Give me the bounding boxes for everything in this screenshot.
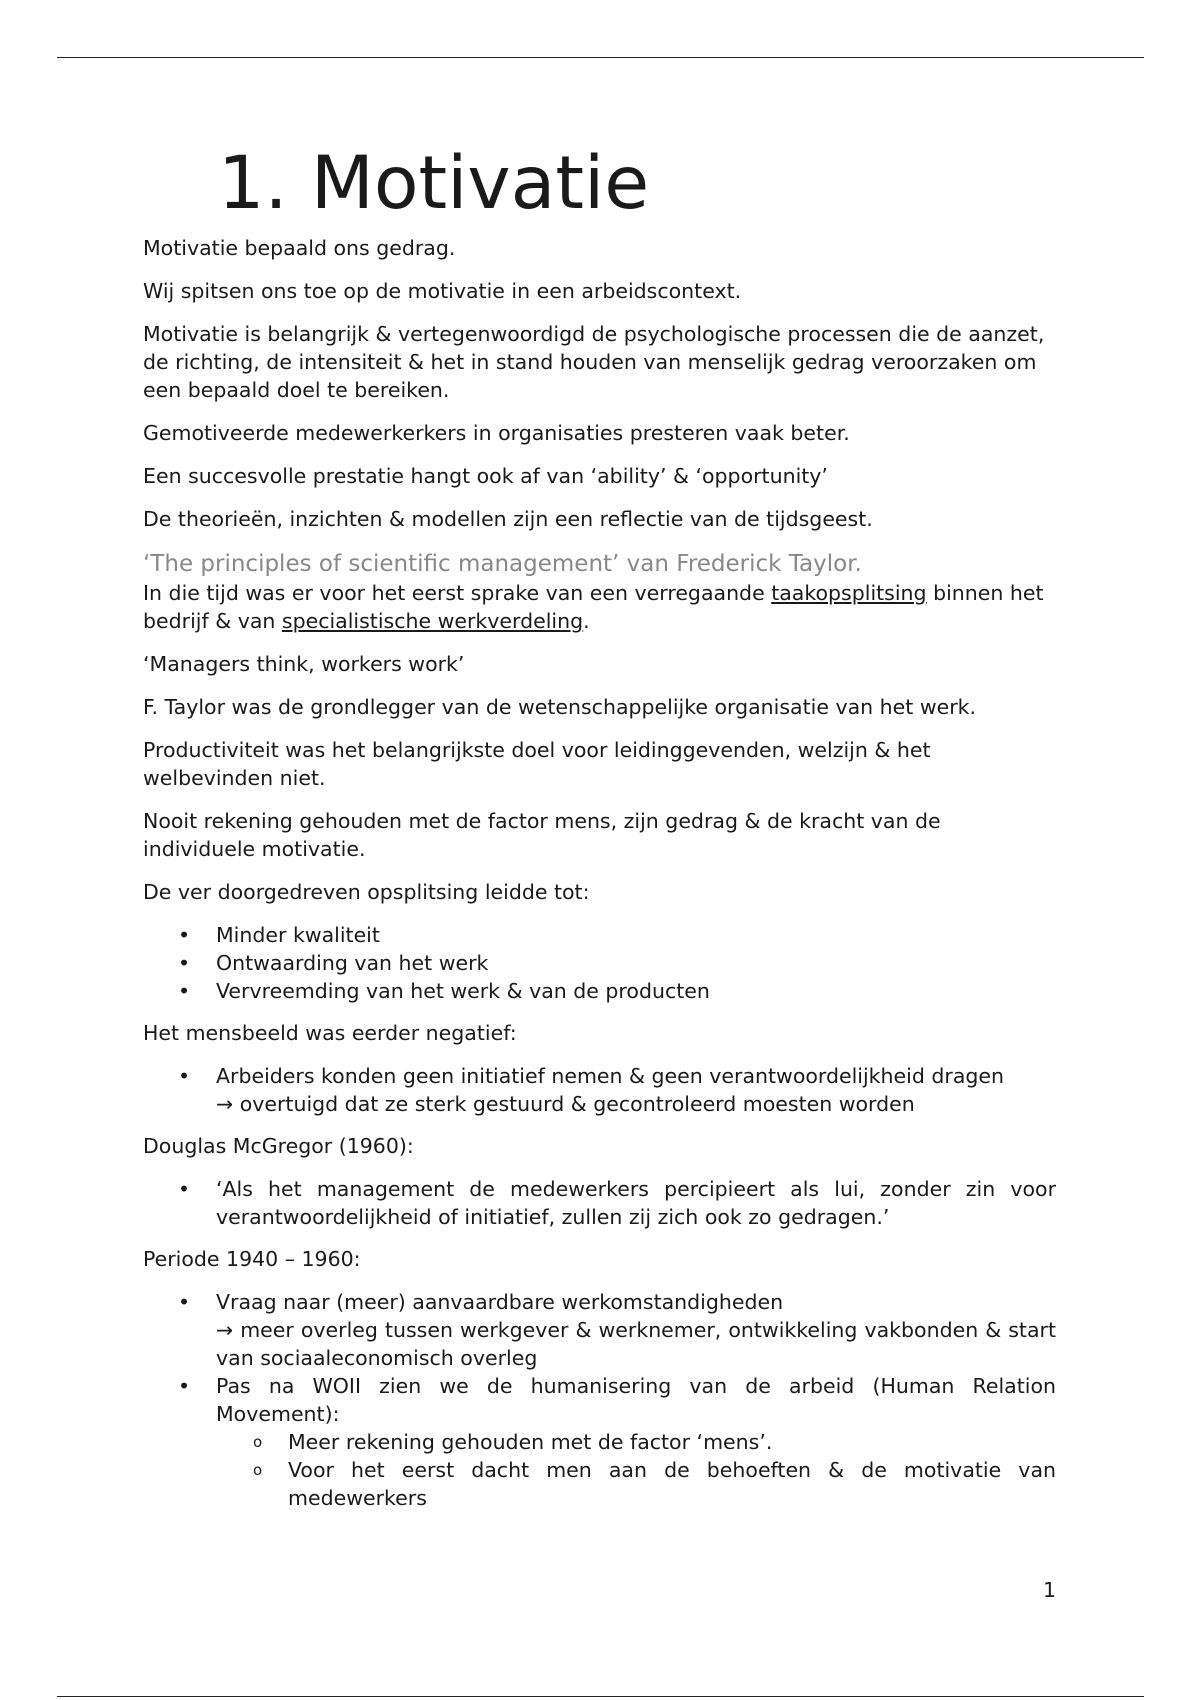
text-run: binnen het bedrijf & van [143, 581, 1044, 633]
list-item-text: Arbeiders konden geen initiatief nemen & geen verantwoordelijkheid dragen [216, 1064, 1004, 1088]
list-item-text: Vraag naar (meer) aanvaardbare werkomstandigheden [216, 1290, 784, 1314]
list-item [216, 1062, 1056, 1118]
paragraph: Het mensbeeld was eerder negatief: [143, 1021, 517, 1045]
paragraph: Een succesvolle prestatie hangt ook af van ‘ability’ & ‘opportunity’ [143, 464, 828, 488]
paragraph: F. Taylor was de grondlegger van de wetenschappelijke organisatie van het werk. [143, 695, 977, 719]
footer-rule [57, 1696, 1144, 1697]
list-item [216, 1372, 1056, 1512]
sub-list-item: o Voor het eerst dacht men aan de behoeften & de motivatie van medewerkers [288, 1456, 1056, 1512]
text-run: In die tijd was er voor het eerst sprake van een verregaande [143, 581, 772, 605]
underlined-term-werkverdeling: specialistische werkverdeling [281, 609, 584, 633]
section-heading: ‘The principles of scientific management’ van Frederick Taylor. [143, 551, 862, 577]
paragraph: Motivatie is belangrijk & vertegenwoordigd de psychologische processen die de aanzet, de richting, de intensiteit & het in stand houden van menselijk gedrag veroorzaken om een bepaald doel te bereiken. [143, 322, 1045, 402]
list-item: • ‘Als het management de medewerkers percipieert als lui, zonder zin voor verantwoordelijkheid of initiatief, zullen zij zich ook zo gedragen.’ [216, 1175, 1056, 1231]
paragraph: Douglas McGregor (1960): [143, 1134, 414, 1158]
paragraph: De ver doorgedreven opsplitsing leidde tot: [143, 880, 590, 904]
sub-list [143, 1428, 1056, 1512]
list-item: • Ontwaarding van het werk [216, 949, 1056, 977]
bullet-list-gevolgen [143, 921, 1056, 1005]
page-title: 1. Motivatie [218, 141, 650, 226]
underlined-term-taakopsplitsing: taakopsplitsing [771, 581, 927, 605]
paragraph: Wij spitsen ons toe op de motivatie in een arbeidscontext. [143, 279, 742, 303]
paragraph: Periode 1940 – 1960: [143, 1247, 361, 1271]
list-item: • Minder kwaliteit [216, 921, 1056, 949]
document-body [143, 140, 1056, 1526]
list-item-text: Pas na WOII zien we de humanisering van de arbeid (Human Relation Movement): [216, 1374, 1056, 1426]
page-number: 1 [1043, 1578, 1057, 1602]
arrow-note: → overtuigd dat ze sterk gestuurd & gecontroleerd moesten worden [216, 1092, 915, 1116]
list-item: • Vervreemding van het werk & van de producten [216, 977, 1056, 1005]
text-run: . [583, 609, 590, 633]
taylor-paragraph [143, 579, 1056, 635]
paragraph: ‘Managers think, workers work’ [143, 652, 465, 676]
paragraph: Motivatie bepaald ons gedrag. [143, 236, 456, 260]
bullet-list-mcgregor [143, 1175, 1056, 1231]
paragraph: De theorieën, inzichten & modellen zijn een reflectie van de tijdsgeest. [143, 507, 873, 531]
paragraph: Nooit rekening gehouden met de factor mens, zijn gedrag & de kracht van de individuele motivatie. [143, 809, 941, 861]
sub-list-item: o Meer rekening gehouden met de factor ‘mens’. [288, 1428, 1056, 1456]
header-rule [57, 57, 1144, 58]
bullet-list-mensbeeld [143, 1062, 1056, 1118]
arrow-note: → meer overleg tussen werkgever & werknemer, ontwikkeling vakbonden & start van sociaaleconomisch overleg [216, 1318, 1056, 1370]
paragraph: Gemotiveerde medewerkerkers in organisaties presteren vaak beter. [143, 421, 850, 445]
bullet-list-periode [143, 1288, 1056, 1512]
paragraph: Productiviteit was het belangrijkste doel voor leidinggevenden, welzijn & het welbevinden niet. [143, 738, 931, 790]
list-item [216, 1288, 1056, 1372]
